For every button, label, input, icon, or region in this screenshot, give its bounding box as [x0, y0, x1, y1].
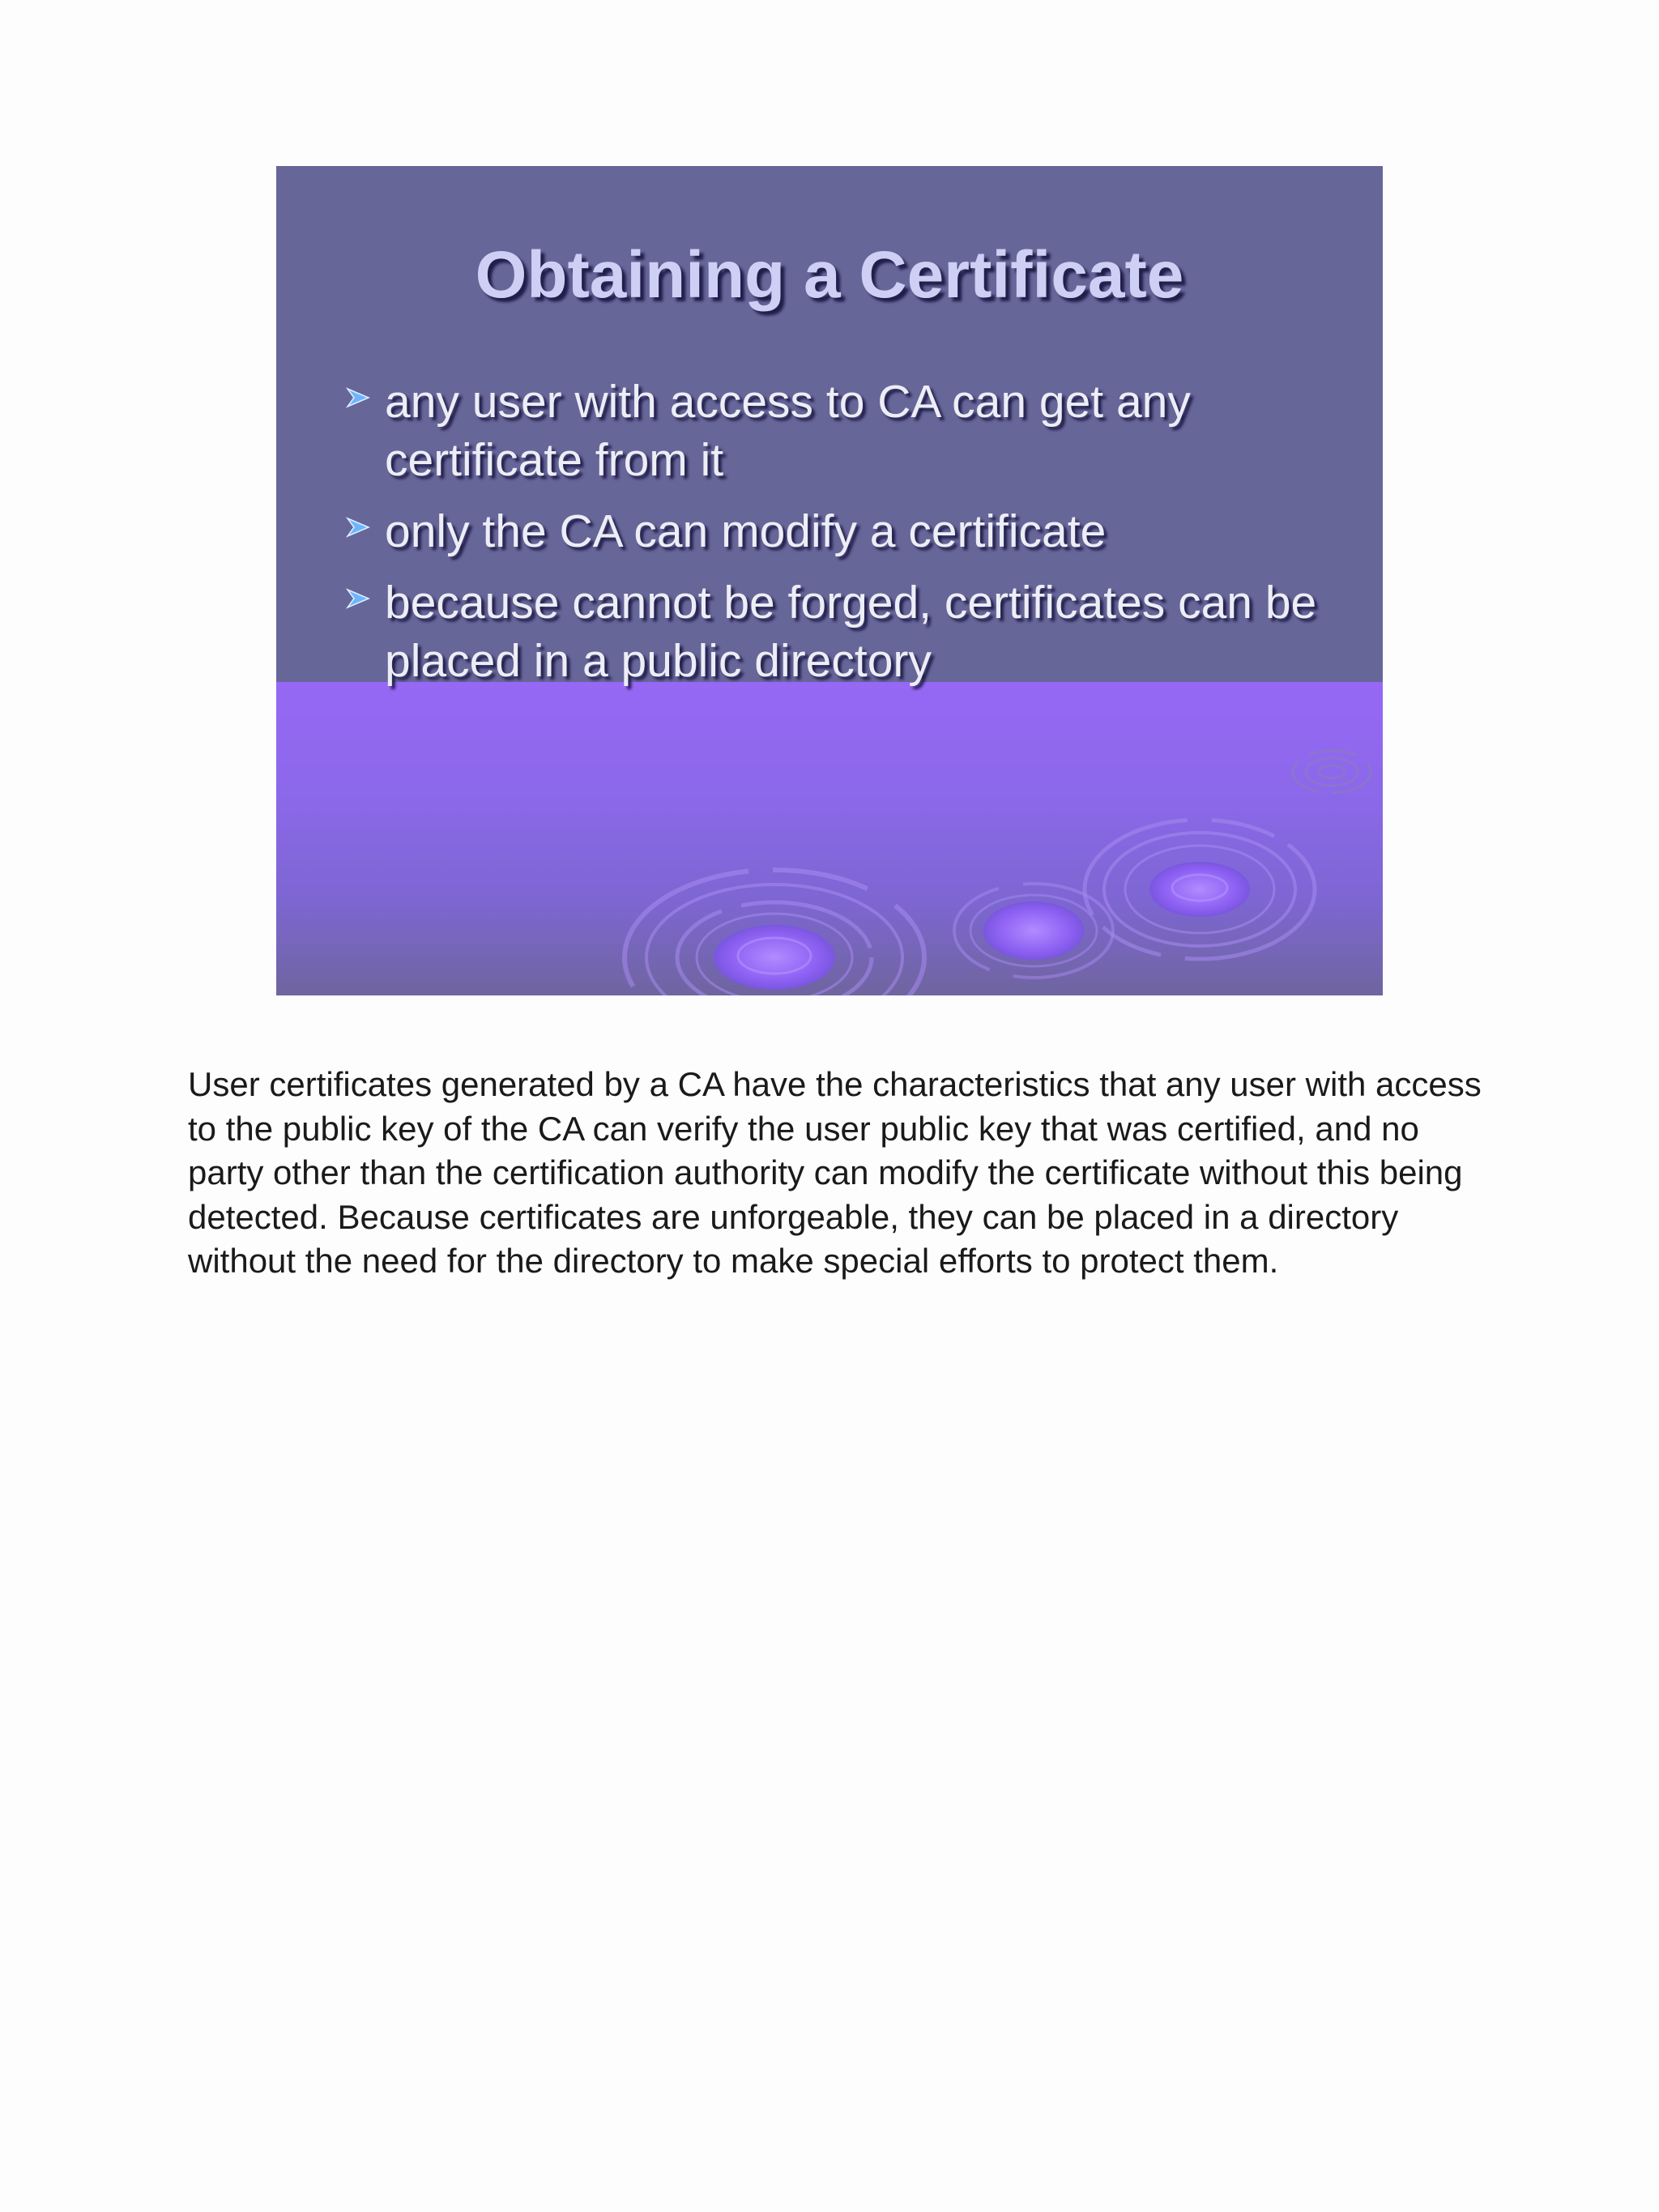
- ripple-decoration: [276, 682, 1383, 995]
- arrow-bullet-icon: [344, 384, 372, 411]
- bullet-item: [341, 573, 1346, 690]
- bullet-text: only the CA can modify a certificate: [385, 505, 1107, 557]
- slide: [276, 166, 1383, 995]
- bullet-text: any user with access to CA can get any certificate from it: [385, 376, 1191, 486]
- bullet-text: because cannot be forged, certificates can be placed in a public directory: [385, 577, 1317, 687]
- bullet-item: [341, 502, 1346, 560]
- speaker-notes: User certificates generated by a CA have the characteristics that any user with access to the public key of the CA can verify the user public key that was certified, and no party other than the certification authority can modify the certificate without this being detected. Because certificates are unforgeable, they can be placed in a directory without the need for the directory to make special efforts to protect them.: [188, 1065, 1482, 1280]
- bullet-list: [341, 373, 1346, 703]
- arrow-bullet-icon: [344, 514, 372, 541]
- bullet-item: [341, 373, 1346, 489]
- slide-title: Obtaining a Certificate: [475, 238, 1184, 312]
- arrow-bullet-icon: [344, 585, 372, 612]
